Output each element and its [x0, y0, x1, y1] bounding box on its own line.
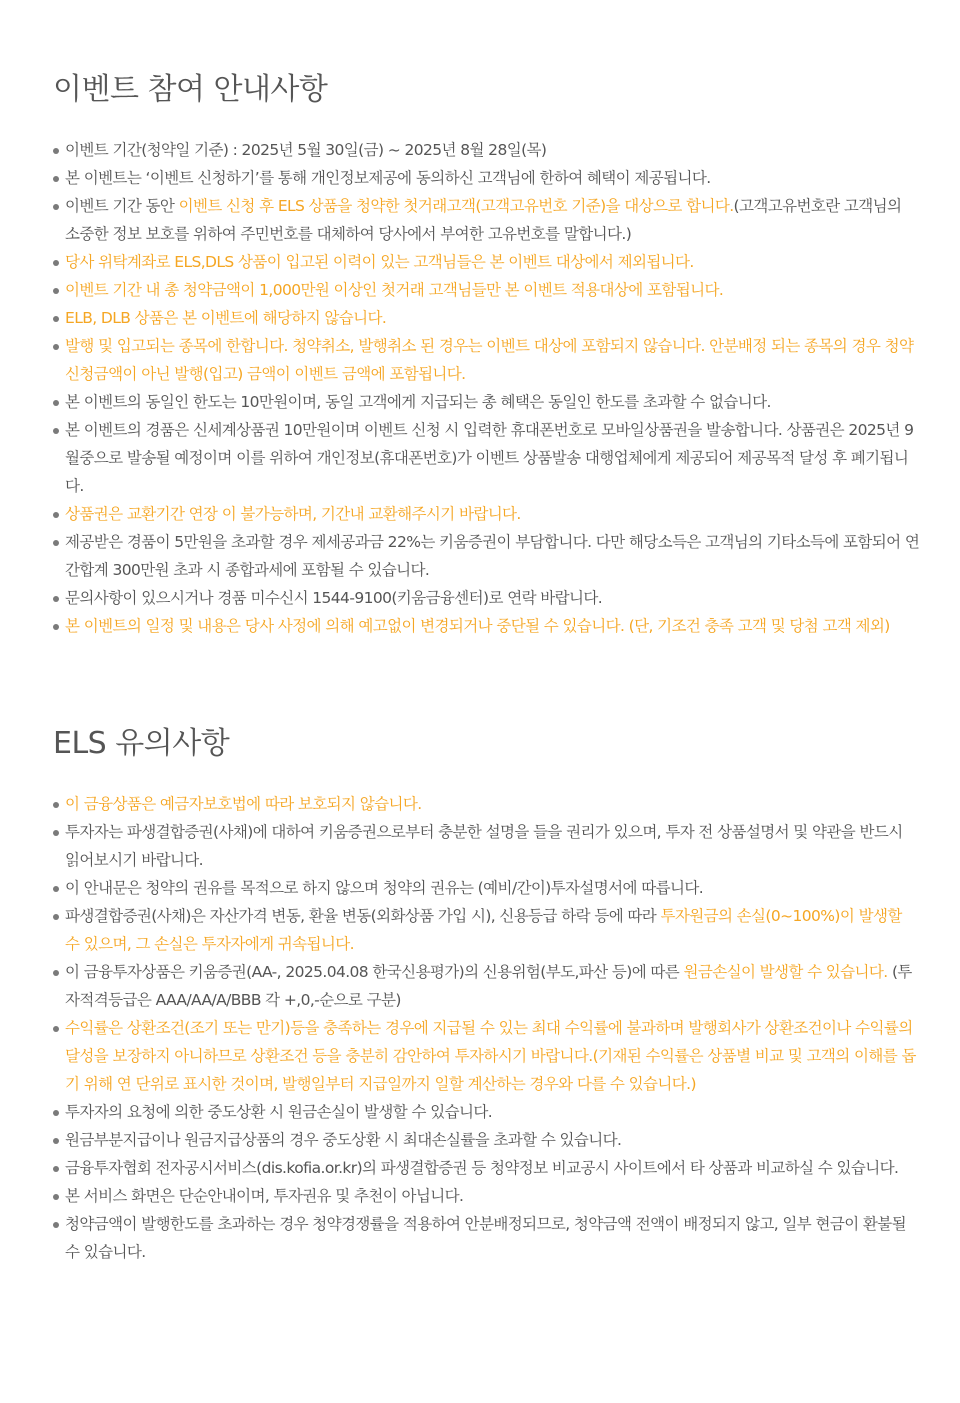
- notice-text: (고객고유번호란 고객님의 소중한 정보 보호를 위하여 주민번호를 대체하여 당사에서 부여한 고유번호를 말합니다.): [65, 197, 902, 243]
- notice-text: 투자자는 파생결합증권(사채)에 대하여 키움증권으로부터 충분한 설명을 들을 권리가 있으며, 투자 전 상품설명서 및 약관을 반드시 읽어보시기 바랍니다.: [65, 823, 903, 869]
- notice-highlight-text: 당사 위탁계좌로 ELS,DLS 상품이 입고된 이력이 있는 고객님들은 본 이벤트 대상에서 제외됩니다.: [65, 253, 694, 271]
- notice-text: 제공받은 경품이 5만원을 초과할 경우 제세공과금 22%는 키움증권이 부담합니다. 다만 해당소득은 고객님의 기타소득에 포함되어 연간합계 300만원 초과 시 종합과세에 포함될 수 있습니다.: [65, 533, 920, 579]
- notice-text: 본 이벤트의 경품은 신세계상품권 10만원이며 이벤트 신청 시 입력한 휴대폰번호로 모바일상품권을 발송합니다. 상품권은 2025년 9월중으로 발송될 예정이며 이를 위하여 개인정보(휴대폰번호)가 이벤트 상품발송 대행업체에게 제공되어 제공목적 달성 후 폐기됩니다.: [65, 421, 914, 495]
- notice-text: (투자적격등급은 AAA/AA/A/BBB 각 +,0,-순으로 구분): [65, 963, 912, 1009]
- notice-text: 금융투자협회 전자공시서비스(dis.kofia.or.kr)의 파생결합증권 등 청약정보 비교공시 사이트에서 타 상품과 비교하실 수 있습니다.: [65, 1159, 899, 1177]
- notice-highlight-text: 수익률은 상환조건(조기 또는 만기)등을 충족하는 경우에 지급될 수 있는 최대 수익률에 불과하며 발행회사가 상환조건이나 수익률의 달성을 보장하지 아니하므로 상환조건 등을 충분히 감안하여 투자하시기 바랍니다.(기재된 수익률은 상품별 비교 및 고객의 이해를 돕기 위해 연 단위로 표시한 것이며, 발행일부터 지급일까지 일할 계산하는 경우와 다를 수 있습니다.): [65, 1019, 916, 1093]
- notice-text: 투자자의 요청에 의한 중도상환 시 원금손실이 발생할 수 있습니다.: [65, 1103, 493, 1121]
- notice-item: [53, 1210, 920, 1266]
- notice-item: [53, 500, 920, 528]
- notice-text: 이벤트 기간(청약일 기준) : 2025년 5월 30일(금) ~ 2025년 8월 28일(목): [65, 141, 547, 159]
- notice-text: 문의사항이 있으시거나 경품 미수신시 1544-9100(키움금융센터)로 연락 바랍니다.: [65, 589, 603, 607]
- notice-highlight-text: 이벤트 기간 내 총 청약금액이 1,000만원 이상인 첫거래 고객님들만 본 이벤트 적용대상에 포함됩니다.: [65, 281, 724, 299]
- els-notice-list: [53, 790, 920, 1266]
- notice-item: [53, 902, 920, 958]
- notice-item: [53, 192, 920, 248]
- notice-item: [53, 612, 920, 640]
- notice-item: [53, 276, 920, 304]
- notice-item: [53, 164, 920, 192]
- notice-highlight-text: ELB, DLB 상품은 본 이벤트에 해당하지 않습니다.: [65, 309, 387, 327]
- notice-item: [53, 584, 920, 612]
- notice-item: [53, 332, 920, 388]
- notice-item: [53, 248, 920, 276]
- notice-item: [53, 1126, 920, 1154]
- notice-highlight-text: 본 이벤트의 일정 및 내용은 당사 사정에 의해 예고없이 변경되거나 중단될 수 있습니다. (단, 기조건 충족 고객 및 당첨 고객 제외): [65, 617, 890, 635]
- notice-highlight-text: 원금손실이 발생할 수 있습니다.: [683, 963, 888, 981]
- notice-text: 원금부분지급이나 원금지급상품의 경우 중도상환 시 최대손실률을 초과할 수 있습니다.: [65, 1131, 622, 1149]
- notice-text: 이 안내문은 청약의 권유를 목적으로 하지 않으며 청약의 권유는 (예비/간이)투자설명서에 따릅니다.: [65, 879, 704, 897]
- notice-highlight-text: 상품권은 교환기간 연장 이 불가능하며, 기간내 교환해주시기 바랍니다.: [65, 505, 521, 523]
- notice-highlight-text: 이벤트 신청 후 ELS 상품을 청약한 첫거래고객(고객고유번호 기준)을 대상으로 합니다.: [178, 197, 734, 215]
- notice-item: [53, 528, 920, 584]
- notice-highlight-text: 발행 및 입고되는 종목에 한합니다. 청약취소, 발행취소 된 경우는 이벤트 대상에 포함되지 않습니다. 안분배정 되는 종목의 경우 청약신청금액이 아닌 발행(입고) 금액이 이벤트 금액에 포함됩니다.: [65, 337, 914, 383]
- els-notice-title: ELS 유의사항: [53, 726, 230, 761]
- notice-item: [53, 1154, 920, 1182]
- notice-item: [53, 1098, 920, 1126]
- event-notice-section: [0, 0, 960, 640]
- notice-text: 이 금융투자상품은 키움증권(AA-, 2025.04.08 한국신용평가)의 신용위험(부도,파산 등)에 따른: [65, 963, 684, 981]
- notice-text: 청약금액이 발행한도를 초과하는 경우 청약경쟁률을 적용하여 안분배정되므로, 청약금액 전액이 배정되지 않고, 일부 현금이 환불될 수 있습니다.: [65, 1215, 907, 1261]
- notice-text: 이벤트 기간 동안: [65, 197, 179, 215]
- notice-item: [53, 874, 920, 902]
- notice-item: [53, 790, 920, 818]
- notice-text: 본 이벤트의 동일인 한도는 10만원이며, 동일 고객에게 지급되는 총 혜택은 동일인 한도를 초과할 수 없습니다.: [65, 393, 771, 411]
- notice-text: 본 서비스 화면은 단순안내이며, 투자권유 및 추천이 아닙니다.: [65, 1187, 464, 1205]
- event-notice-list: [53, 136, 920, 640]
- notice-highlight-text: 이 금융상품은 예금자보호법에 따라 보호되지 않습니다.: [65, 795, 422, 813]
- notice-item: [53, 304, 920, 332]
- notice-text: 파생결합증권(사채)은 자산가격 변동, 환율 변동(외화상품 가입 시), 신용등급 하락 등에 따라: [65, 907, 661, 925]
- notice-highlight-text: 투자원금의 손실(0~100%)이 발생할 수 있으며, 그 손실은 투자자에게 귀속됩니다.: [65, 907, 902, 953]
- notice-item: [53, 136, 920, 164]
- notice-item: [53, 1182, 920, 1210]
- notice-item: [53, 1014, 920, 1098]
- notice-item: [53, 818, 920, 874]
- notice-text: 본 이벤트는 ‘이벤트 신청하기’를 통해 개인정보제공에 동의하신 고객님에 한하여 혜택이 제공됩니다.: [65, 169, 711, 187]
- event-notice-title: 이벤트 참여 안내사항: [53, 72, 328, 107]
- notice-item: [53, 416, 920, 500]
- els-notice-section: [0, 640, 960, 1266]
- notice-item: [53, 958, 920, 1014]
- notice-item: [53, 388, 920, 416]
